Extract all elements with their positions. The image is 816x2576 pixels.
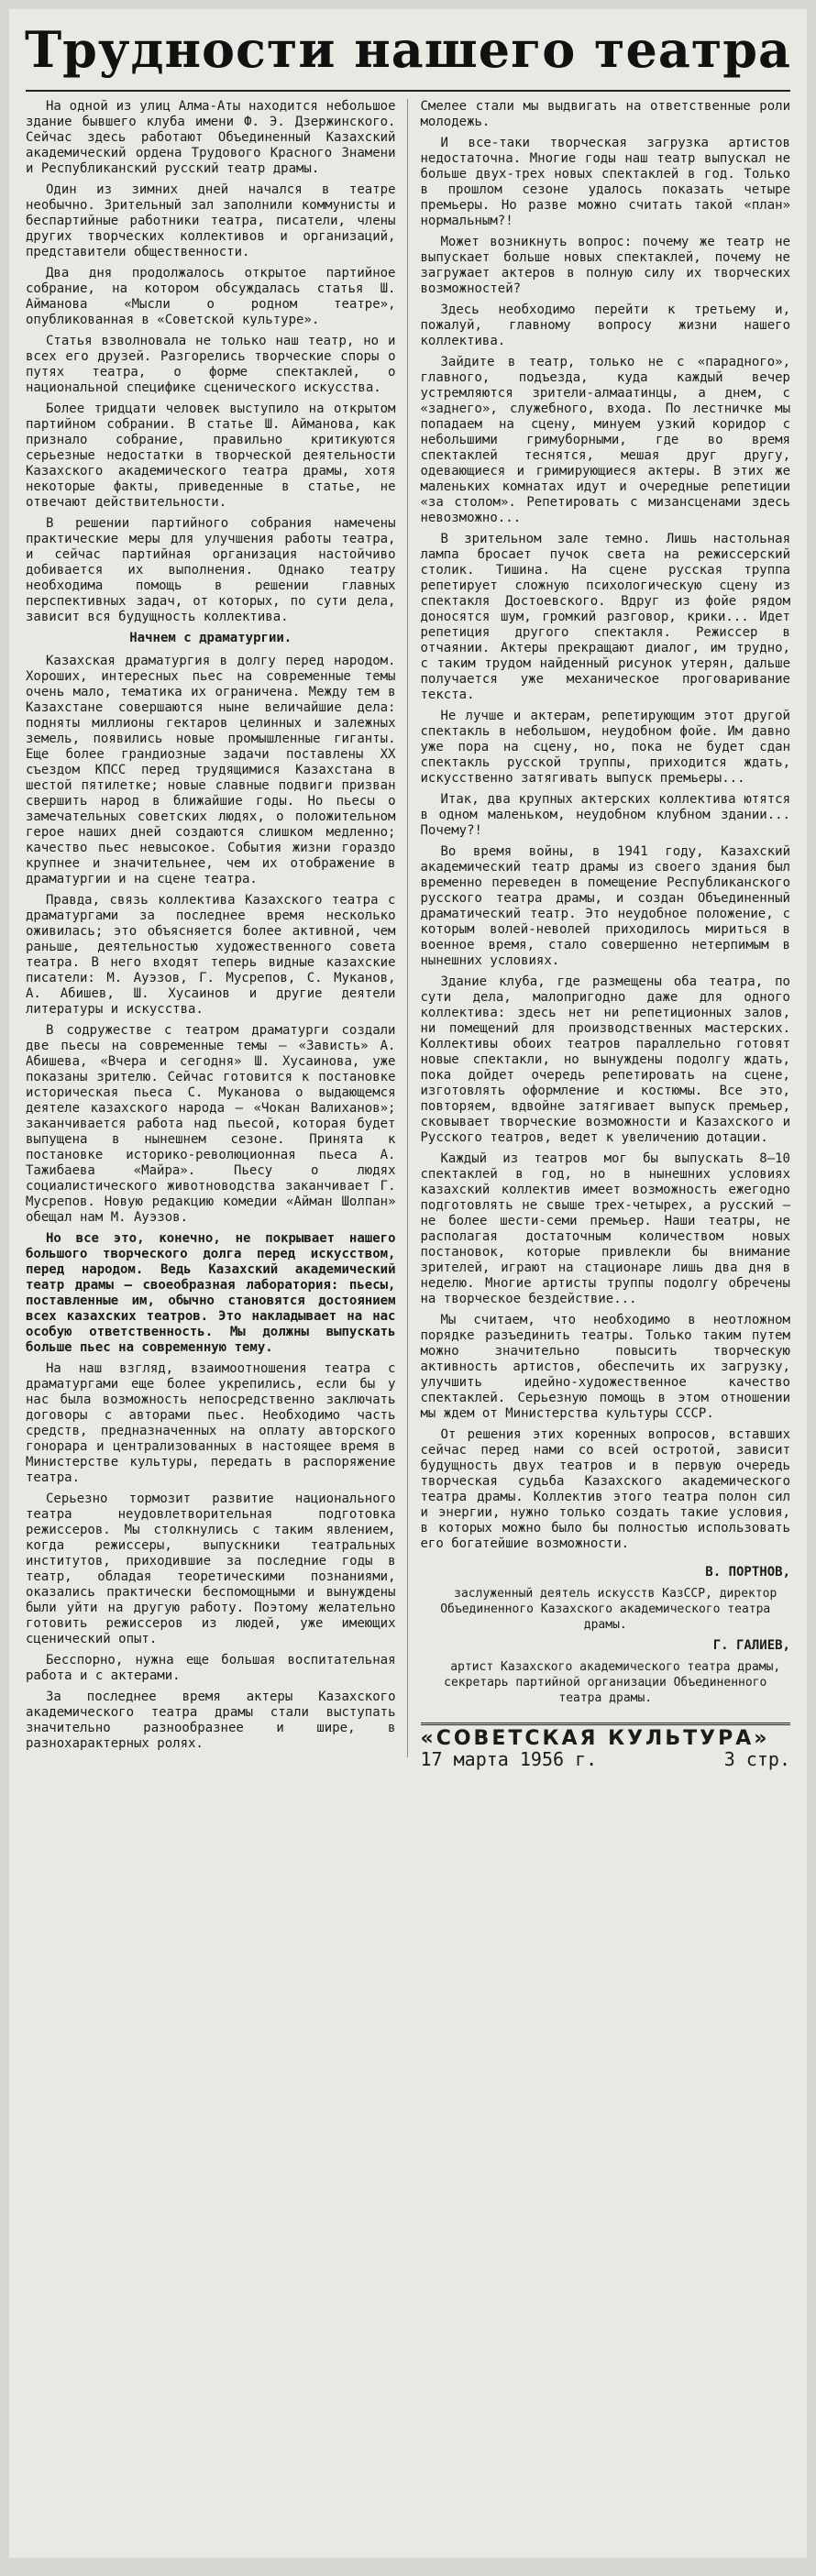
publication-page: 3 стр. [723, 1748, 790, 1770]
paragraph: Смелее стали мы выдвигать на ответственные роли молодежь. [420, 99, 790, 129]
paragraph: За последнее время актеры Казахского академического театра драмы стали выступать значительно разнообразнее и шире, в разнохарактерных ролях. [26, 1690, 396, 1751]
signature-block [421, 1565, 791, 1706]
author-name: В. ПОРТНОВ, [705, 1565, 790, 1580]
paragraph: Правда, связь коллектива Казахского театра с драматургами за последнее время несколько оживилась; это объясняется более активной, чем раньше, деятельностью художественного совета театра. В него входят теперь видные казахские писатели: М. Ауэзов, Г. Мусрепов, С. Муканов, А. Абишев, Ш. Хусаинов и другие деятели литературы и искусства. [26, 893, 396, 1017]
publication-name: «СОВЕТСКАЯ КУЛЬТУРА» [420, 1727, 770, 1750]
article-headline: Трудности нашего театра [24, 20, 792, 79]
paragraph: Здание клуба, где размещены оба театра, по сути дела, малопригодно даже для одного коллектива: здесь нет ни репетиционных залов, ни помещений для производственных мастерских. Коллективы обоих театров параллельно готовят новые спектакли, но вынуждены подолгу ждать, пока дойдет очередь репетировать на сцене, изготовлять оформление и костюмы. Все это, повторяем, вдвойне затягивает выпуск премьер, сковывает творческие возможности и Казахского и Русского театров, ведет к увеличению дотации. [420, 974, 790, 1145]
paragraph: В содружестве с театром драматурги создали две пьесы на современные темы — «Зависть» А. Абишева, «Вчера и сегодня» Ш. Хусаинова, уже показаны зрителю. Сейчас готовится к постановке историческая пьеса С. Муканова о выдающемся деятеле казахского народа — «Чокан Валиханов»; заканчивается работа над пьесой, которая будет выпущена в нынешнем сезоне. Принята к постановке историко-революционная пьеса А. Тажибаева «Майра». Пьесу о людях социалистического животноводства заканчивает Г. Мусрепов. Новую редакцию комедии «Айман Шолпан» обещал нам М. Ауэзов. [26, 1023, 396, 1225]
paragraph: От решения этих коренных вопросов, вставших сейчас перед нами со всей остротой, зависит будущность двух театров и в первую очередь творческая судьба Казахского академического театра драмы. Коллектив этого театра полон сил и энергии, нужно только создать такие условия, в которых можно было бы полностью использовать его богатейшие возможности. [420, 1427, 790, 1551]
paragraph: Статья взволновала не только наш театр, но и всех его друзей. Разгорелись творческие споры о путях театра, о форме спектаклей, о национальной специфике сценического искусства. [26, 334, 396, 395]
paragraph: Казахская драматургия в долгу перед народом. Хороших, интересных пьес на современные темы очень мало, тематика их ограничена. Между тем в Казахстане совершаются ныне величайшие дела: подняты миллионы гектаров целинных и залежных земель, появились новые промышленные гиганты. Еще более грандиозные задачи поставлены XX съездом КПСС перед трудящимися Казахстана в шестой пятилетке; новые славные подвиги призван свершить народ в ближайшие годы. Но пьесы о замечательных советских людях, о положительном герое наших дней создаются слишком медленно; качество пьес невысокое. События жизни гораздо крупнее и значительнее, чем их отображение в драматургии и на сцене театра. [26, 654, 396, 886]
bold-paragraph: Но все это, конечно, не покрывает нашего большого творческого долга перед искусством, перед народом. Ведь Казахский академический театр драмы — своеобразная лаборатория: пьесы, поставленные им, обычно становятся достоянием всех казахских театров. Это накладывает на нас особую ответственность. Мы должны выпускать больше пьес на современную тему. [26, 1231, 396, 1355]
paragraph: Итак, два крупных актерских коллектива ютятся в одном маленьком, неудобном клубном здании... Почему?! [420, 792, 790, 838]
left-paragraph-group-1 [26, 99, 396, 625]
paragraph: Не лучше и актерам, репетирующим этот другой спектакль в небольшом, неудобном фойе. Им давно уже пора на сцену, но, пока не будет сдан спектакль русской труппы, приходится ждать, искусственно затягивать выпуск премьеры... [420, 709, 790, 786]
section-subhead: Начнем с драматургии. [129, 631, 292, 645]
paragraph: Серьезно тормозит развитие национального театра неудовлетворительная подготовка режиссеров. Мы столкнулись с таким явлением, когда режиссеры, выпускники театральных институтов, приходившие за последние годы в театр, обладая теоретическими познаниями, оказались практически беспомощными и вынуждены были уйти на другую работу. Поэтому желательно готовить режиссеров из людей, уже имеющих сценический опыт. [26, 1492, 396, 1646]
paragraph: В зрительном зале темно. Лишь настольная лампа бросает пучок света на режиссерский столик. Тишина. На сцене русская труппа репетирует сложную психологическую сцену из спектакля Достоевского. Вдруг из фойе рядом доносятся шум, громкий разговор, крики... Идет репетиция другого спектакля. Режиссер в отчаянии. Актеры прекращают диалог, им трудно, с таким трудом найденный рисунок утерян, дальше получается уже механическое проговаривание текста. [420, 532, 790, 702]
publication-dateline [420, 1748, 791, 1770]
right-column [420, 99, 791, 1770]
publication-date: 17 марта 1956 г. [420, 1748, 598, 1770]
article-columns [26, 99, 790, 1770]
headline-rule [26, 90, 790, 92]
paragraph: Зайдите в театр, только не с «парадного», главного, подъезда, куда каждый вечер устремляются зрители-алмаатинцы, а днем, с «заднего», служебного, входа. По лестничке мы попадаем на сцену, минуем узкий коридор с небольшими гримуборными, где во время спектаклей теснятся, мешая друг другу, одевающиеся и гримирующиеся актеры. В этих же маленьких комнатах идут и очередные репетиции «за столом». Репетировать с мизансценами здесь невозможно... [420, 355, 790, 525]
bold-paragraph-group [26, 1231, 396, 1356]
author-name: Г. ГАЛИЕВ, [712, 1638, 790, 1653]
paragraph: Во время войны, в 1941 году, Казахский академический театр драмы из своего здания был временно переведен в помещение Республиканского русского театра драмы, и создан Объединенный драматический театр. Это неудобное положение, с которым волей-неволей приходилось мириться в военное время, стало совершенно нетерпимым в нынешних условиях. [420, 844, 790, 968]
paragraph: Здесь необходимо перейти к третьему и, пожалуй, главному вопросу жизни нашего коллектива. [420, 303, 790, 348]
paragraph: На одной из улиц Алма-Аты находится небольшое здание бывшего клуба имени Ф. Э. Дзержинского. Сейчас здесь работают Объединенный Казахский академический ордена Трудового Красного Знамени и Республиканский русский театр драмы. [26, 99, 396, 176]
left-column [26, 99, 408, 1757]
publication-source [420, 1723, 791, 1770]
paragraph: Более тридцати человек выступило на открытом партийном собрании. В статье Ш. Айманова, как признало собрание, правильно критикуются серьезные недостатки в творческой деятельности Казахского академического театра драмы, хотя некоторые факты, приведенные в статье, не отвечают действительности. [26, 402, 396, 510]
paragraph: На наш взгляд, взаимоотношения театра с драматургами еще более укрепились, если бы у нас была возможность непосредственно заключать договоры с авторами пьес. Необходимо часть средств, предназначенных на оплату авторского гонорара и централизованных в настоящее время в Министерстве культуры, передать в распоряжение театра. [26, 1361, 396, 1485]
paragraph: Бесспорно, нужна еще большая воспитательная работа и с актерами. [26, 1653, 396, 1683]
newspaper-page [9, 9, 807, 2558]
paragraph: И все-таки творческая загрузка артистов недостаточна. Многие годы наш театр выпускал не больше двух-трех новых спектаклей в год. Только в прошлом сезоне удалось показать четыре премьеры. Но разве можно считать такой «план» нормальным?! [420, 136, 790, 228]
left-paragraph-group-3 [26, 1361, 396, 1752]
paragraph: Два дня продолжалось открытое партийное собрание, на котором обсуждалась статья Ш. Айманова «Мысли о родном театре», опубликованная в «Советской культуре». [26, 266, 396, 327]
paragraph: Каждый из театров мог бы выпускать 8—10 спектаклей в год, но в нынешних условиях казахский коллектив имеет возможность ежегодно подготовлять не свыше трех-четырех, а русский — не более шести-семи премьер. Наши театры, не располагая достаточным количеством новых постановок, которые привлекли бы внимание зрителей, играют на стационаре лишь два дня в неделю. Многие артисты труппы подолгу обречены на творческое бездействие... [420, 1151, 790, 1306]
author-description: артист Казахского академического театра драмы, секретарь партийной организации Объединенного театра драмы. [444, 1660, 781, 1705]
paragraph: В решении партийного собрания намечены практические меры для улучшения работы театра, и сейчас партийная организация настойчиво добивается их выполнения. Однако театру необходима помощь в решении главных перспективных задач, от которых, по сути дела, зависит вся будущность коллектива. [26, 516, 396, 624]
author-description: заслуженный деятель искусств КазССР, директор Объединенного Казахского академического театра драмы. [440, 1587, 777, 1632]
left-paragraph-group-2 [26, 654, 396, 1226]
paragraph: Один из зимних дней начался в театре необычно. Зрительный зал заполнили коммунисты и беспартийные работники театра, писатели, члены других творческих коллективов и организаций, представители общественности. [26, 182, 396, 259]
paragraph: Мы считаем, что необходимо в неотложном порядке разъединить театры. Только таким путем можно значительно повысить творческую активность артистов, обеспечить их загрузку, улучшить идейно-художественное качество спектаклей. Серьезную помощь в этом отношении мы ждем от Министерства культуры СССР. [420, 1313, 790, 1421]
paragraph: Может возникнуть вопрос: почему же театр не выпускает больше новых спектаклей, почему не загружает актеров в полную силу их творческих возможностей? [420, 235, 790, 296]
right-paragraph-group [421, 99, 791, 1552]
